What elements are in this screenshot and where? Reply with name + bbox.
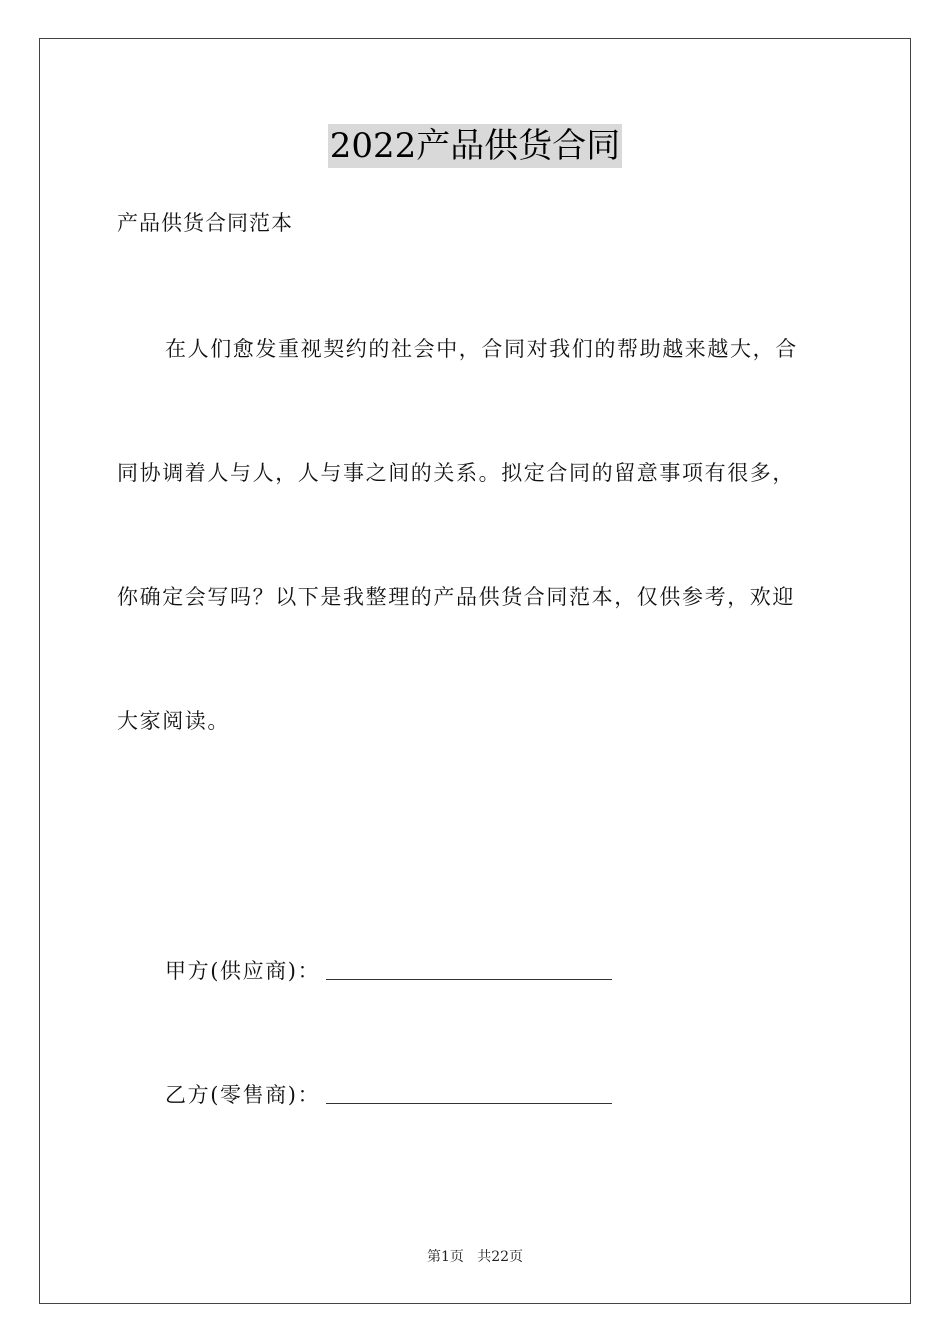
title-container bbox=[0, 124, 950, 168]
document-title: 2022产品供货合同 bbox=[329, 126, 621, 166]
party-b-row bbox=[165, 1080, 612, 1110]
page-footer: 第1页 共22页 bbox=[426, 1249, 524, 1265]
body-line-1: 在人们愈发重视契约的社会中，合同对我们的帮助越来越大，合 bbox=[165, 337, 798, 361]
body-line-4: 大家阅读。 bbox=[117, 709, 230, 733]
party-b-blank bbox=[326, 1103, 612, 1104]
document-subtitle: 产品供货合同范本 bbox=[117, 211, 293, 235]
party-b-label: 乙方(零售商)： bbox=[165, 1083, 321, 1107]
party-a-label: 甲方(供应商)： bbox=[165, 959, 321, 983]
party-a-blank bbox=[326, 979, 612, 980]
body-line-3: 你确定会写吗？以下是我整理的产品供货合同范本，仅供参考，欢迎 bbox=[117, 585, 795, 609]
body-line-2: 同协调着人与人，人与事之间的关系。拟定合同的留意事项有很多， bbox=[117, 461, 795, 485]
party-a-row bbox=[165, 956, 612, 986]
